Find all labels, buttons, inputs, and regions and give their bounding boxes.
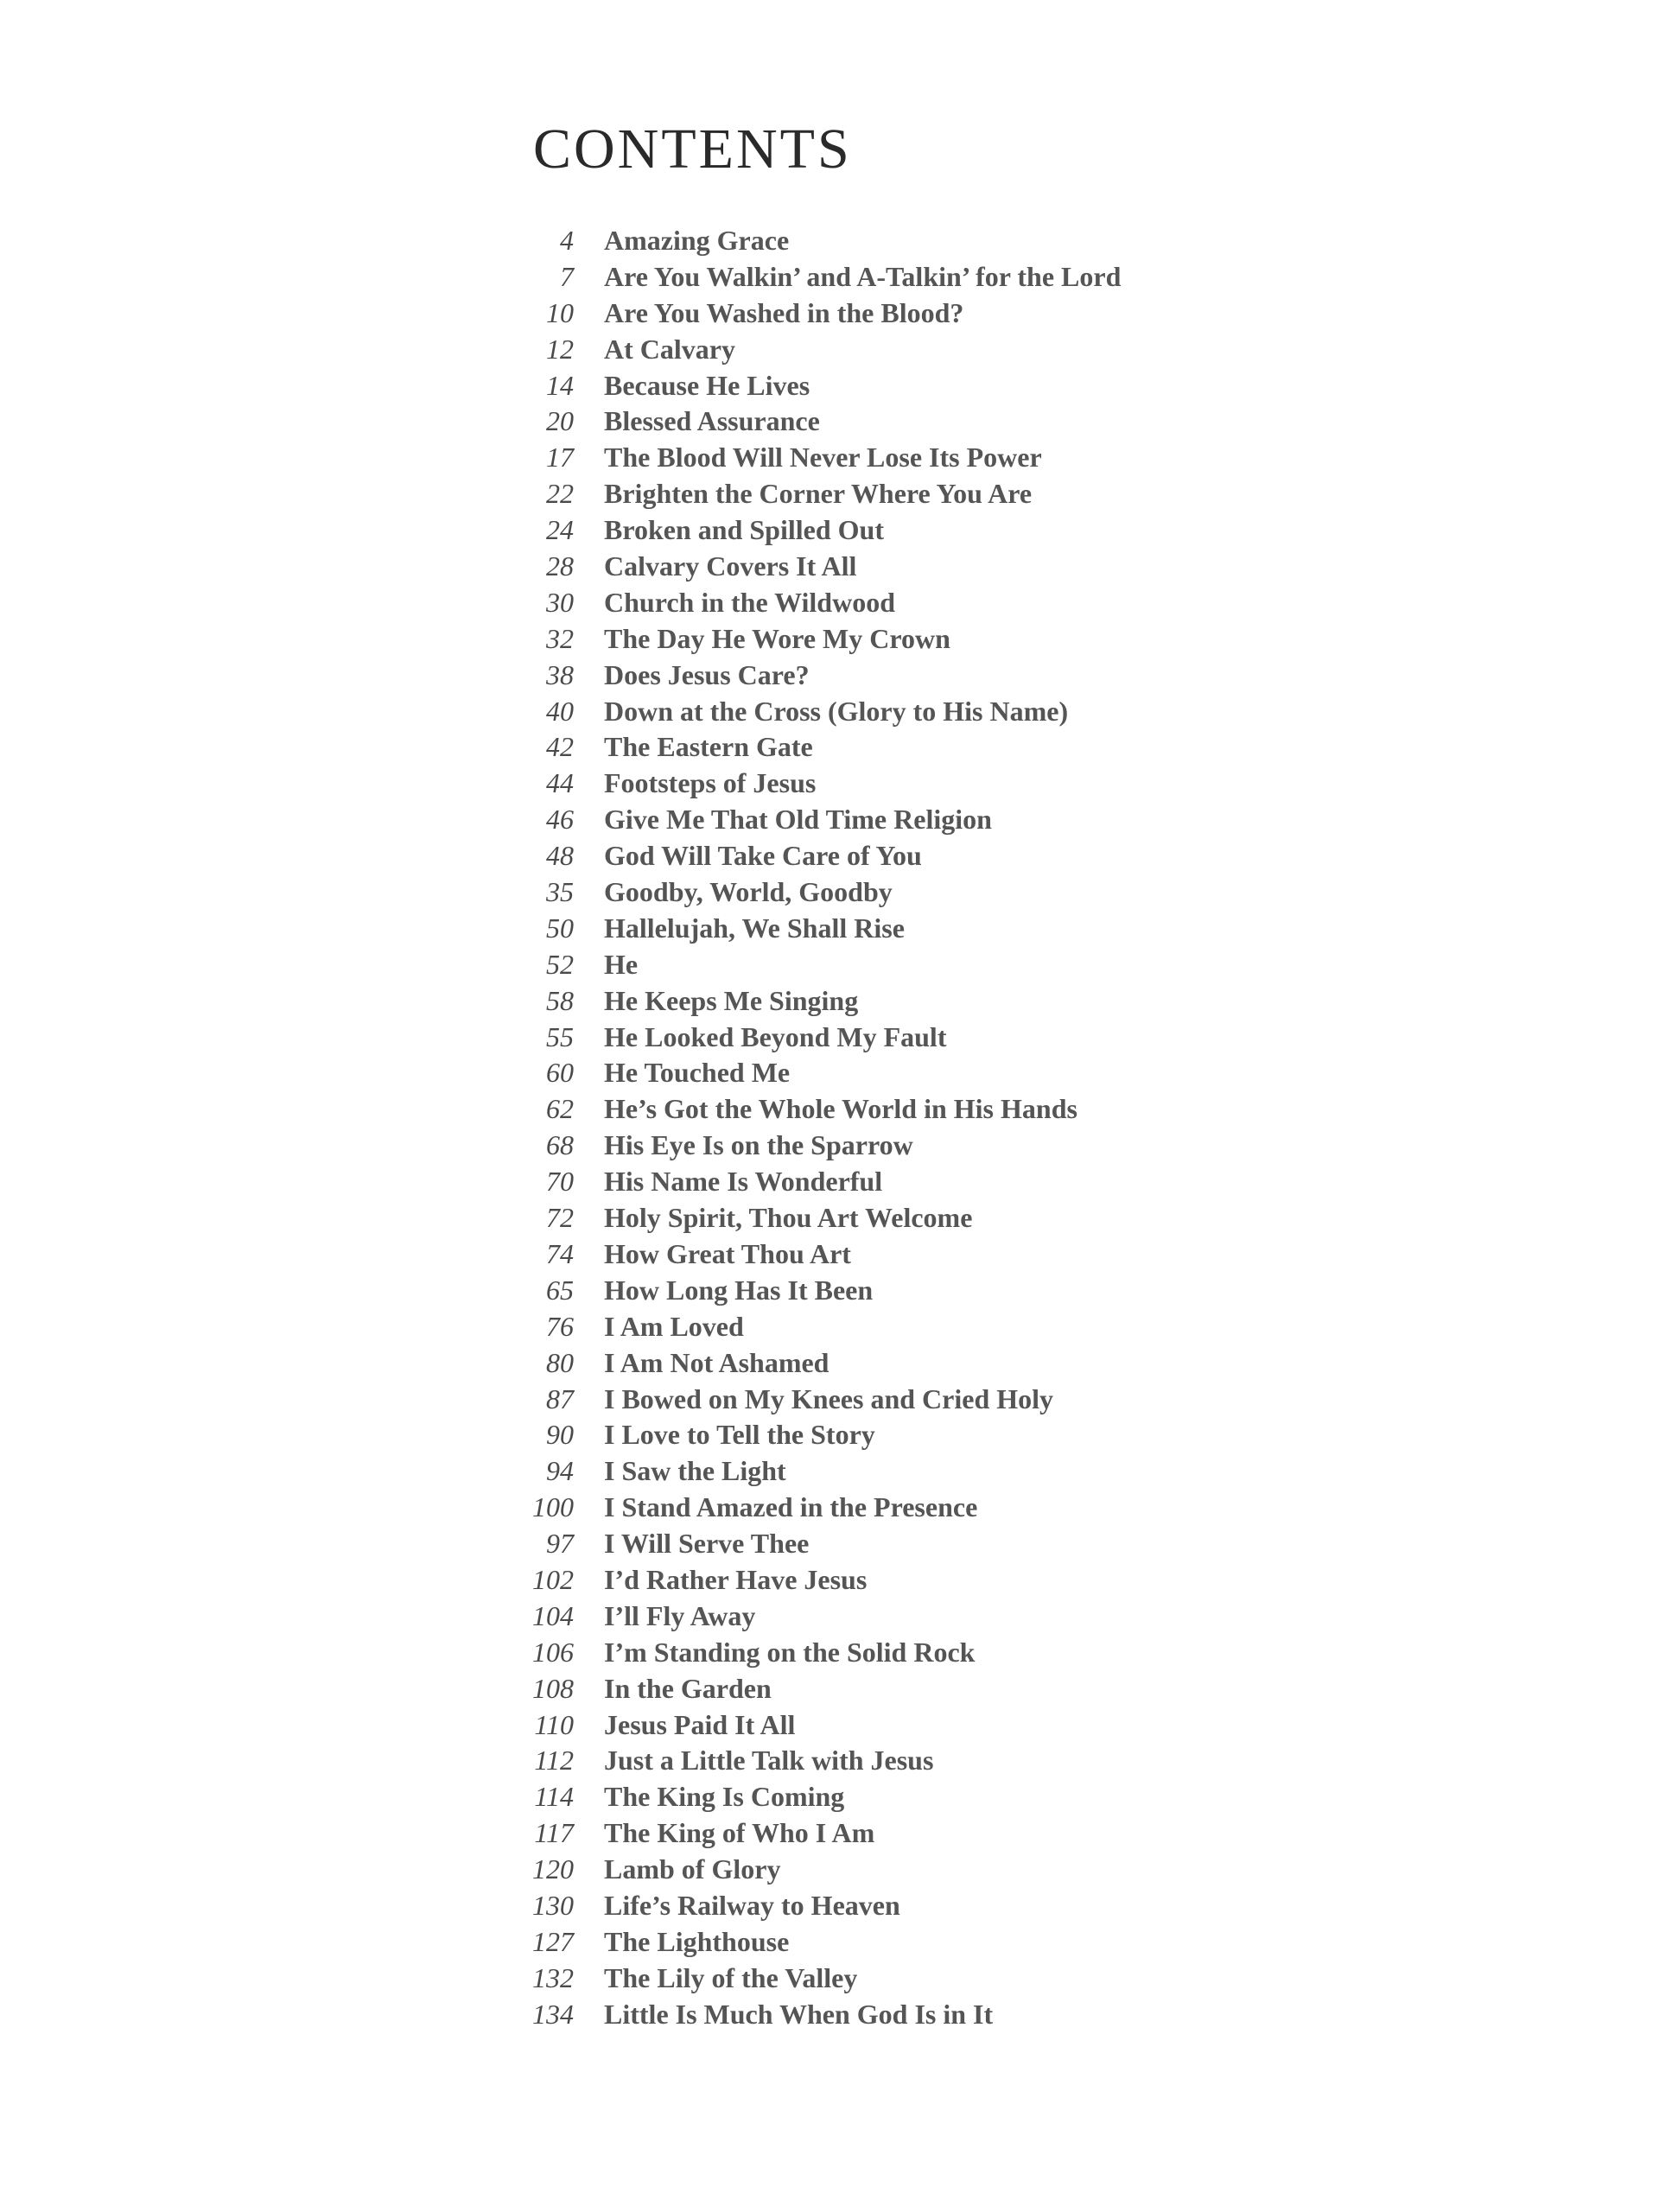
contents-entry bbox=[518, 1743, 1469, 1779]
entry-page-number: 22 bbox=[546, 478, 574, 510]
contents-entry bbox=[518, 1490, 1469, 1526]
entry-song-title: Amazing Grace bbox=[604, 225, 790, 256]
entry-page-number: 42 bbox=[546, 731, 574, 763]
contents-entry bbox=[518, 332, 1469, 368]
entry-song-title: I’ll Fly Away bbox=[604, 1599, 756, 1631]
entry-song-title: He Keeps Me Singing bbox=[604, 984, 859, 1016]
entry-page-number: 80 bbox=[546, 1346, 574, 1378]
contents-entry bbox=[518, 1815, 1469, 1852]
entry-song-title: Hallelujah, We Shall Rise bbox=[604, 912, 905, 944]
entry-song-title: His Name Is Wonderful bbox=[604, 1166, 883, 1198]
contents-entry bbox=[518, 1599, 1469, 1635]
entry-song-title: How Long Has It Been bbox=[604, 1274, 874, 1306]
contents-entry bbox=[518, 1345, 1469, 1382]
entry-page-number: 4 bbox=[560, 225, 574, 256]
contents-entry bbox=[518, 1417, 1469, 1453]
entry-song-title: I’d Rather Have Jesus bbox=[604, 1563, 868, 1595]
contents-entry bbox=[518, 729, 1469, 766]
entry-song-title: Jesus Paid It All bbox=[604, 1708, 796, 1740]
entry-song-title: He Touched Me bbox=[604, 1057, 791, 1089]
entry-song-title: Little Is Much When God Is in It bbox=[604, 1998, 994, 2030]
contents-list bbox=[518, 223, 1469, 2033]
entry-song-title: I Saw the Light bbox=[604, 1455, 786, 1487]
entry-page-number: 32 bbox=[546, 622, 574, 654]
entry-song-title: Give Me That Old Time Religion bbox=[604, 804, 992, 836]
entry-song-title: Blessed Assurance bbox=[604, 405, 820, 437]
entry-song-title: Footsteps of Jesus bbox=[604, 767, 817, 799]
entry-page-number: 58 bbox=[546, 984, 574, 1016]
entry-song-title: He bbox=[604, 948, 639, 980]
contents-entry bbox=[518, 1128, 1469, 1164]
contents-entry bbox=[518, 1779, 1469, 1815]
entry-page-number: 14 bbox=[546, 369, 574, 401]
entry-page-number: 44 bbox=[546, 767, 574, 799]
entry-page-number: 60 bbox=[546, 1057, 574, 1089]
entry-song-title: I Bowed on My Knees and Cried Holy bbox=[604, 1382, 1054, 1414]
entry-song-title: Calvary Covers It All bbox=[604, 550, 857, 582]
contents-entry bbox=[518, 1924, 1469, 1961]
entry-page-number: 100 bbox=[532, 1491, 574, 1523]
entry-page-number: 97 bbox=[546, 1528, 574, 1560]
entry-song-title: Because He Lives bbox=[604, 369, 810, 401]
contents-entry bbox=[518, 1309, 1469, 1345]
contents-entry bbox=[518, 911, 1469, 947]
entry-song-title: The Blood Will Never Lose Its Power bbox=[604, 442, 1042, 474]
contents-entry bbox=[518, 694, 1469, 730]
contents-entry bbox=[518, 368, 1469, 404]
contents-entry bbox=[518, 512, 1469, 549]
contents-entry bbox=[518, 838, 1469, 874]
entry-song-title: He’s Got the Whole World in His Hands bbox=[604, 1093, 1077, 1125]
contents-entry bbox=[518, 259, 1469, 296]
contents-entry bbox=[518, 223, 1469, 259]
contents-entry bbox=[518, 1961, 1469, 1997]
entry-page-number: 17 bbox=[546, 442, 574, 474]
entry-song-title: At Calvary bbox=[604, 333, 735, 365]
entry-page-number: 68 bbox=[546, 1129, 574, 1161]
contents-entry bbox=[518, 1020, 1469, 1056]
entry-song-title: Does Jesus Care? bbox=[604, 658, 810, 690]
entry-page-number: 46 bbox=[546, 804, 574, 836]
entry-page-number: 120 bbox=[532, 1853, 574, 1885]
entry-page-number: 76 bbox=[546, 1310, 574, 1342]
entry-page-number: 110 bbox=[534, 1708, 574, 1740]
contents-entry bbox=[518, 947, 1469, 983]
contents-entry bbox=[518, 1562, 1469, 1599]
entry-page-number: 62 bbox=[546, 1093, 574, 1125]
entry-song-title: Are You Washed in the Blood? bbox=[604, 296, 964, 328]
contents-entry bbox=[518, 802, 1469, 838]
entry-song-title: The King of Who I Am bbox=[604, 1817, 875, 1849]
contents-entry bbox=[518, 1236, 1469, 1273]
entry-song-title: Holy Spirit, Thou Art Welcome bbox=[604, 1202, 973, 1234]
entry-song-title: How Great Thou Art bbox=[604, 1237, 851, 1269]
entry-song-title: I’m Standing on the Solid Rock bbox=[604, 1636, 976, 1668]
contents-entry bbox=[518, 658, 1469, 694]
contents-entry bbox=[518, 874, 1469, 911]
entry-song-title: I Stand Amazed in the Presence bbox=[604, 1491, 978, 1523]
entry-page-number: 50 bbox=[546, 912, 574, 944]
contents-entry bbox=[518, 1382, 1469, 1418]
entry-page-number: 130 bbox=[532, 1889, 574, 1921]
entry-song-title: Goodby, World, Goodby bbox=[604, 876, 893, 908]
contents-entry bbox=[518, 983, 1469, 1020]
entry-page-number: 35 bbox=[546, 876, 574, 908]
contents-entry bbox=[518, 476, 1469, 512]
entry-page-number: 48 bbox=[546, 840, 574, 872]
contents-entry bbox=[518, 1091, 1469, 1128]
contents-entry bbox=[518, 585, 1469, 621]
entry-song-title: I Am Not Ashamed bbox=[604, 1346, 830, 1378]
entry-page-number: 52 bbox=[546, 948, 574, 980]
contents-entry bbox=[518, 1671, 1469, 1707]
entry-song-title: Broken and Spilled Out bbox=[604, 514, 884, 546]
entry-page-number: 12 bbox=[546, 333, 574, 365]
entry-page-number: 74 bbox=[546, 1237, 574, 1269]
contents-entry bbox=[518, 621, 1469, 658]
entry-song-title: Down at the Cross (Glory to His Name) bbox=[604, 695, 1069, 727]
entry-page-number: 127 bbox=[532, 1925, 574, 1957]
entry-song-title: Just a Little Talk with Jesus bbox=[604, 1745, 934, 1777]
entry-page-number: 132 bbox=[532, 1961, 574, 1993]
entry-song-title: His Eye Is on the Sparrow bbox=[604, 1129, 913, 1161]
contents-entry bbox=[518, 1852, 1469, 1888]
entry-page-number: 65 bbox=[546, 1274, 574, 1306]
entry-page-number: 104 bbox=[532, 1599, 574, 1631]
entry-song-title: I Will Serve Thee bbox=[604, 1528, 810, 1560]
entry-page-number: 20 bbox=[546, 405, 574, 437]
entry-page-number: 102 bbox=[532, 1563, 574, 1595]
entry-page-number: 24 bbox=[546, 514, 574, 546]
entry-page-number: 72 bbox=[546, 1202, 574, 1234]
entry-page-number: 7 bbox=[560, 260, 574, 292]
entry-page-number: 10 bbox=[546, 296, 574, 328]
contents-entry bbox=[518, 404, 1469, 440]
entry-page-number: 112 bbox=[534, 1745, 574, 1777]
entry-song-title: The Day He Wore My Crown bbox=[604, 622, 950, 654]
entry-page-number: 134 bbox=[532, 1998, 574, 2030]
entry-page-number: 70 bbox=[546, 1166, 574, 1198]
entry-song-title: I Am Loved bbox=[604, 1310, 744, 1342]
contents-entry bbox=[518, 1707, 1469, 1744]
entry-page-number: 40 bbox=[546, 695, 574, 727]
entry-song-title: Life’s Railway to Heaven bbox=[604, 1889, 900, 1921]
contents-entry bbox=[518, 1997, 1469, 2033]
entry-page-number: 117 bbox=[534, 1817, 574, 1849]
entry-page-number: 87 bbox=[546, 1382, 574, 1414]
entry-song-title: I Love to Tell the Story bbox=[604, 1419, 875, 1451]
entry-song-title: In the Garden bbox=[604, 1672, 772, 1704]
entry-page-number: 114 bbox=[534, 1781, 574, 1813]
contents-entry bbox=[518, 440, 1469, 476]
contents-entry bbox=[518, 1164, 1469, 1200]
contents-entry bbox=[518, 549, 1469, 585]
entry-song-title: The Lily of the Valley bbox=[604, 1961, 858, 1993]
entry-song-title: Lamb of Glory bbox=[604, 1853, 781, 1885]
entry-page-number: 108 bbox=[532, 1672, 574, 1704]
contents-entry bbox=[518, 1055, 1469, 1091]
contents-entry bbox=[518, 1526, 1469, 1562]
contents-entry bbox=[518, 1273, 1469, 1309]
page-title: CONTENTS bbox=[533, 118, 852, 181]
entry-page-number: 90 bbox=[546, 1419, 574, 1451]
contents-entry bbox=[518, 1888, 1469, 1924]
entry-song-title: The King Is Coming bbox=[604, 1781, 845, 1813]
entry-song-title: Church in the Wildwood bbox=[604, 586, 895, 618]
contents-entry bbox=[518, 1200, 1469, 1236]
contents-entry bbox=[518, 296, 1469, 332]
entry-song-title: Are You Walkin’ and A-Talkin’ for the Lord bbox=[604, 260, 1122, 292]
entry-song-title: God Will Take Care of You bbox=[604, 840, 922, 872]
entry-page-number: 28 bbox=[546, 550, 574, 582]
entry-song-title: He Looked Beyond My Fault bbox=[604, 1020, 947, 1052]
entry-page-number: 30 bbox=[546, 586, 574, 618]
entry-page-number: 38 bbox=[546, 658, 574, 690]
entry-song-title: The Eastern Gate bbox=[604, 731, 813, 763]
entry-page-number: 94 bbox=[546, 1455, 574, 1487]
entry-page-number: 55 bbox=[546, 1020, 574, 1052]
contents-entry bbox=[518, 1453, 1469, 1490]
entry-page-number: 106 bbox=[532, 1636, 574, 1668]
entry-song-title: The Lighthouse bbox=[604, 1925, 790, 1957]
entry-song-title: Brighten the Corner Where You Are bbox=[604, 478, 1033, 510]
contents-entry bbox=[518, 766, 1469, 802]
contents-entry bbox=[518, 1635, 1469, 1671]
